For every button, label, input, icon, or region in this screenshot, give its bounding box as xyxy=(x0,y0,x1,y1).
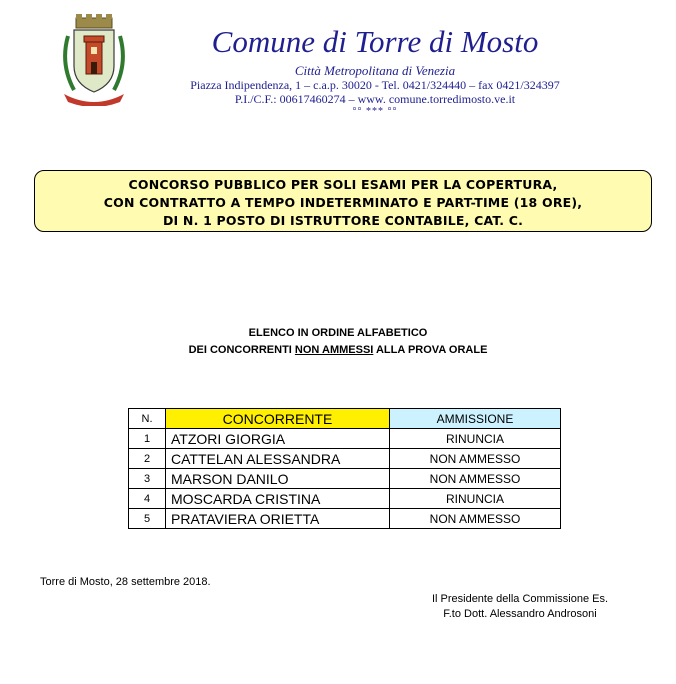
column-header-number: N. xyxy=(129,409,166,429)
candidates-table xyxy=(128,408,561,529)
candidate-name: ATZORI GIORGIA xyxy=(166,429,390,449)
table-row xyxy=(129,449,561,469)
signer-role: Il Presidente della Commissione Es. xyxy=(431,593,609,605)
column-header-candidate: CONCORRENTE xyxy=(166,409,390,429)
list-heading xyxy=(0,325,676,359)
row-number: 3 xyxy=(129,469,166,489)
banner-line-2: CON CONTRATTO A TEMPO INDETERMINATO E PART-TIME (18 ORE), xyxy=(103,195,583,210)
list-heading-line-1: ELENCO IN ORDINE ALFABETICO xyxy=(248,327,428,339)
letterhead xyxy=(140,24,610,118)
municipality-fiscal-info: P.I./C.F.: 00617460274 – www. comune.torredimosto.ve.it xyxy=(234,92,516,106)
signer-name: F.to Dott. Alessandro Androsoni xyxy=(443,608,597,620)
table-row xyxy=(129,429,561,449)
list-heading-emphasis: NON AMMESSI xyxy=(294,344,374,356)
candidate-name: MOSCARDA CRISTINA xyxy=(166,489,390,509)
header-separator: °° *** °° xyxy=(352,106,398,117)
banner-line-1: CONCORSO PUBBLICO PER SOLI ESAMI PER LA COPERTURA, xyxy=(128,177,558,192)
candidate-name: MARSON DANILO xyxy=(166,469,390,489)
signature-block xyxy=(400,592,640,622)
municipal-coat-of-arms-icon xyxy=(58,14,130,106)
admission-status: RINUNCIA xyxy=(390,429,561,449)
row-number: 2 xyxy=(129,449,166,469)
list-heading-suffix: ALLA PROVA ORALE xyxy=(373,344,488,356)
admission-status: NON AMMESSO xyxy=(390,449,561,469)
list-heading-prefix: DEI CONCORRENTI xyxy=(188,344,295,356)
row-number: 1 xyxy=(129,429,166,449)
table-row xyxy=(129,509,561,529)
list-heading-line-2 xyxy=(0,342,676,359)
row-number: 5 xyxy=(129,509,166,529)
candidate-name: CATTELAN ALESSANDRA xyxy=(166,449,390,469)
column-header-admission: AMMISSIONE xyxy=(390,409,561,429)
municipality-address: Piazza Indipendenza, 1 – c.a.p. 30020 - Tel. 0421/324440 – fax 0421/324397 xyxy=(190,78,560,92)
candidate-name: PRATAVIERA ORIETTA xyxy=(166,509,390,529)
municipality-subtitle: Città Metropolitana di Venezia xyxy=(294,63,456,78)
admission-status: NON AMMESSO xyxy=(390,469,561,489)
competition-banner xyxy=(34,170,652,232)
admission-status: NON AMMESSO xyxy=(390,509,561,529)
place-and-date: Torre di Mosto, 28 settembre 2018. xyxy=(40,576,211,588)
municipality-title: Comune di Torre di Mosto xyxy=(211,24,539,59)
table-row xyxy=(129,489,561,509)
banner-line-3: DI N. 1 POSTO DI ISTRUTTORE CONTABILE, CAT. C. xyxy=(162,213,524,228)
table-row xyxy=(129,469,561,489)
admission-status: RINUNCIA xyxy=(390,489,561,509)
row-number: 4 xyxy=(129,489,166,509)
table-header-row xyxy=(129,409,561,429)
